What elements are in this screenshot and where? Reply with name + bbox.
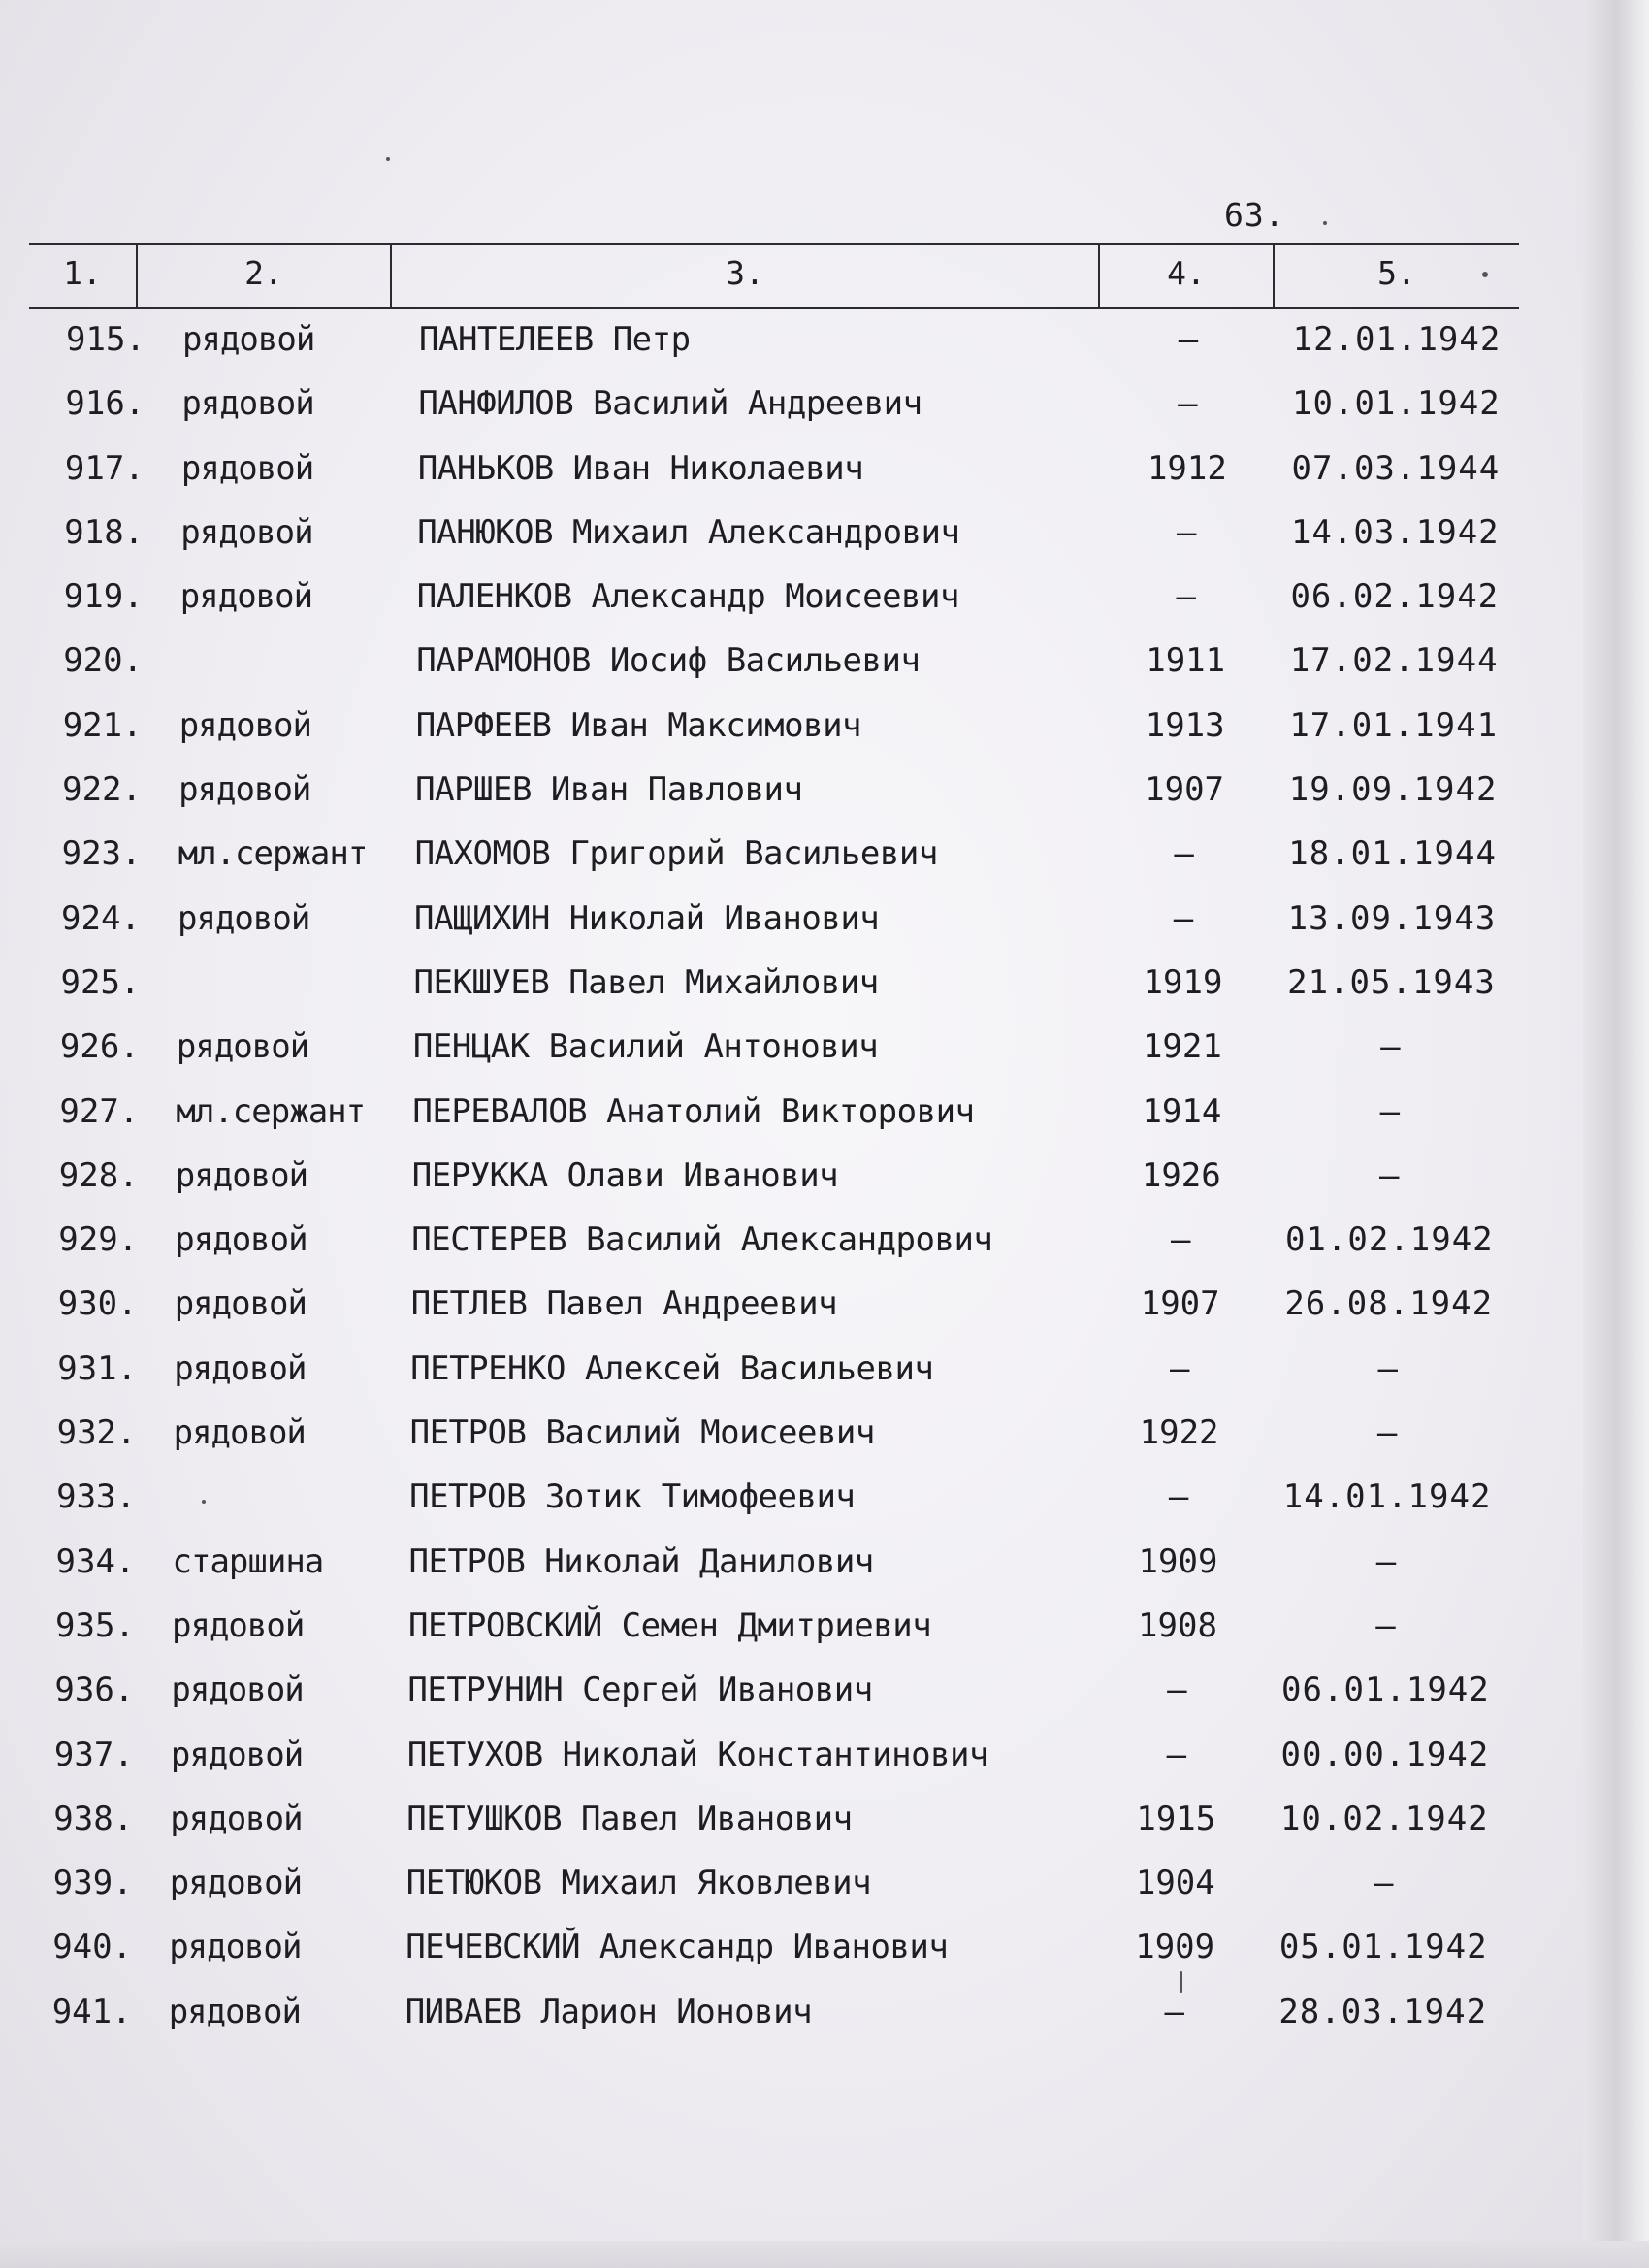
table-row: [0, 382, 1648, 446]
entry-date: 13.09.1943: [1287, 898, 1497, 938]
entry-date: 07.03.1944: [1291, 448, 1501, 488]
entry-birth-year: 1919: [1143, 962, 1223, 1002]
entry-birth-year: –: [1173, 898, 1194, 938]
table-row: [0, 832, 1645, 896]
entry-name: ПАРШЕВ Иван Павлович: [415, 770, 803, 810]
entry-name: ПЕКШУЕВ Павел Михайлович: [413, 962, 879, 1002]
entry-date: –: [1379, 1155, 1401, 1195]
entry-rank: рядовой: [175, 1220, 307, 1260]
entry-birth-year: 1909: [1138, 1541, 1218, 1581]
entry-name: ПЕТУХОВ Николай Константинович: [406, 1734, 988, 1774]
entry-number: 936.: [54, 1670, 135, 1710]
table-row: [0, 1218, 1641, 1282]
entry-rank: рядовой: [173, 1413, 306, 1453]
entry-date: 14.03.1942: [1290, 512, 1500, 552]
entry-rank: рядовой: [169, 1863, 303, 1903]
table-header-rule: [29, 307, 1519, 309]
entry-rank: рядовой: [181, 384, 314, 424]
table-row: [0, 318, 1649, 382]
entry-number: 934.: [55, 1541, 136, 1581]
entry-birth-year: 1908: [1138, 1605, 1217, 1645]
entry-name: ПАРАМОНОВ Иосиф Васильевич: [416, 641, 921, 681]
table-row: [0, 447, 1648, 511]
table-row: [0, 1733, 1637, 1798]
entry-rank: рядовой: [178, 705, 311, 745]
entry-birth-year: 1915: [1136, 1798, 1216, 1838]
entry-date: 17.01.1941: [1289, 705, 1499, 745]
entry-number: 929.: [58, 1220, 139, 1260]
entry-date: 17.02.1944: [1289, 641, 1499, 681]
page-number: 63.: [1224, 196, 1285, 234]
entry-name: ПАНФИЛОВ Василий Андреевич: [418, 384, 922, 424]
entry-date: 06.02.1942: [1290, 577, 1500, 617]
scan-speck: [202, 1500, 206, 1504]
entry-number: 922.: [62, 770, 142, 810]
entry-number: 918.: [64, 512, 145, 552]
entry-birth-year: 1913: [1145, 705, 1225, 745]
table-row: [0, 1862, 1636, 1926]
entry-date: 10.02.1942: [1279, 1798, 1489, 1838]
entry-number: 940.: [52, 1928, 133, 1967]
entry-number: 941.: [51, 1992, 132, 2031]
entry-birth-year: –: [1178, 384, 1198, 424]
entry-birth-year: –: [1171, 1220, 1191, 1260]
entry-number: 925.: [60, 962, 141, 1002]
entry-birth-year: 1904: [1135, 1863, 1215, 1903]
entry-birth-year: 1926: [1141, 1155, 1221, 1195]
entry-date: 12.01.1942: [1292, 320, 1502, 359]
entry-rank: рядовой: [180, 512, 313, 552]
entry-name: ПЕТРОВСКИЙ Семен Дмитриевич: [408, 1605, 932, 1645]
entry-number: 931.: [57, 1348, 138, 1388]
entry-date: 26.08.1942: [1284, 1284, 1494, 1324]
table-row: [0, 1154, 1642, 1218]
entry-date: –: [1375, 1605, 1397, 1645]
column-header-4: 4.: [1167, 254, 1206, 292]
entry-birth-year: 1912: [1147, 448, 1227, 488]
table-row: [0, 1669, 1637, 1733]
entry-number: 923.: [61, 834, 142, 874]
table-row: [0, 1282, 1641, 1346]
entry-rank: рядовой: [169, 1928, 302, 1967]
table-row: [0, 1025, 1643, 1089]
entry-rank: рядовой: [168, 1992, 301, 2031]
entry-number: 921.: [62, 705, 143, 745]
entry-birth-year: 1909: [1135, 1928, 1215, 1967]
entry-rank: рядовой: [170, 1798, 303, 1838]
entry-rank: рядовой: [174, 1284, 307, 1324]
entry-birth-year: –: [1176, 577, 1197, 617]
entry-birth-year: 1921: [1142, 1027, 1222, 1067]
entry-name: ПЕНЦАК Василий Антонович: [412, 1027, 879, 1067]
column-header-3: 3.: [726, 254, 764, 292]
entry-rank: рядовой: [172, 1605, 305, 1645]
entry-name: ПАНЬКОВ Иван Николаевич: [417, 448, 864, 488]
table-row: [0, 1475, 1639, 1539]
entry-name: ПАХОМОВ Григорий Васильевич: [414, 834, 938, 874]
entry-name: ПЕТУШКОВ Павел Иванович: [406, 1798, 853, 1838]
entry-birth-year: 1907: [1140, 1284, 1220, 1324]
entry-birth-year: 1914: [1142, 1091, 1222, 1131]
scan-speck: [1482, 272, 1488, 277]
scan-edge-bottom: [0, 2241, 1649, 2268]
table-top-rule: [29, 243, 1519, 245]
entry-rank: рядовой: [174, 1348, 307, 1388]
entry-rank: старшина: [172, 1541, 324, 1581]
entry-rank: рядовой: [170, 1734, 304, 1774]
entry-rank: мл.сержант: [176, 1091, 366, 1131]
entry-name: ПИВАЕВ Ларион Ионович: [404, 1992, 813, 2031]
table-row: [0, 1926, 1635, 1990]
entry-date: 14.01.1942: [1282, 1477, 1492, 1517]
entry-number: 939.: [52, 1863, 133, 1903]
entry-name: ПЕТРОВ Василий Моисеевич: [409, 1413, 875, 1453]
entry-birth-year: 1907: [1145, 770, 1225, 810]
table-row: [0, 897, 1644, 961]
entry-rank: рядовой: [171, 1670, 304, 1710]
entry-number: 938.: [53, 1798, 134, 1838]
entry-name: ПЕТРОВ Николай Данилович: [408, 1541, 874, 1581]
entry-date: –: [1375, 1541, 1398, 1581]
entry-rank: рядовой: [180, 448, 314, 488]
entry-birth-year: –: [1177, 512, 1197, 552]
entry-name: ПЕЧЕВСКИЙ Александр Иванович: [405, 1928, 949, 1967]
entry-number: 915.: [66, 320, 146, 359]
entry-rank: рядовой: [182, 320, 315, 359]
entry-birth-year: –: [1167, 1670, 1187, 1710]
table-body: [0, 318, 1649, 2055]
entry-date: 21.05.1943: [1287, 962, 1496, 1002]
entry-date: 10.01.1942: [1292, 384, 1501, 424]
entry-birth-year: 1922: [1139, 1413, 1219, 1453]
entry-name: ПАЛЕНКОВ Александр Моисеевич: [416, 577, 959, 617]
entry-date: –: [1377, 1348, 1399, 1388]
entry-rank: рядовой: [178, 770, 311, 810]
entry-name: ПЕСТЕРЕВ Василий Александрович: [411, 1220, 993, 1260]
table-row: [0, 1090, 1642, 1154]
entry-birth-year: –: [1166, 1734, 1187, 1774]
entry-date: –: [1376, 1413, 1399, 1453]
entry-number: 937.: [53, 1734, 134, 1774]
table-row: [0, 704, 1646, 768]
entry-rank: мл.сержант: [178, 834, 368, 874]
table-row: [0, 575, 1647, 639]
table-row: [0, 1798, 1636, 1862]
entry-number: 933.: [56, 1477, 136, 1517]
entry-date: –: [1379, 1091, 1402, 1131]
entry-rank: рядовой: [176, 1027, 309, 1067]
table-row: [0, 1540, 1639, 1604]
entry-birth-year: –: [1164, 1992, 1184, 2031]
entry-date: 28.03.1942: [1278, 1992, 1488, 2031]
entry-birth-year: –: [1169, 1348, 1190, 1388]
column-header-1: 1.: [63, 254, 102, 292]
entry-number: 920.: [63, 641, 144, 681]
column-header-5: 5.: [1377, 254, 1416, 292]
entry-birth-year: 1911: [1146, 641, 1226, 681]
table-row: [0, 511, 1647, 575]
entry-number: 932.: [56, 1413, 137, 1453]
entry-name: ПАЩИХИН Николай Иванович: [414, 898, 880, 938]
entry-number: 917.: [64, 448, 145, 488]
entry-date: –: [1374, 1863, 1395, 1903]
entry-number: 916.: [65, 384, 146, 424]
entry-birth-year: –: [1168, 1477, 1189, 1517]
entry-name: ПАНЮКОВ Михаил Александрович: [417, 512, 960, 552]
entry-number: 927.: [59, 1091, 140, 1131]
entry-date: 05.01.1942: [1278, 1928, 1488, 1967]
entry-name: ПЕТЮКОВ Михаил Яковлевич: [405, 1863, 872, 1903]
table-row: [0, 1991, 1635, 2055]
column-header-2: 2.: [244, 254, 283, 292]
scan-speck: [1323, 221, 1327, 225]
table-row: [0, 768, 1645, 832]
entry-date: 00.00.1942: [1280, 1734, 1490, 1774]
entry-number: 924.: [61, 898, 141, 938]
entry-number: 935.: [55, 1605, 135, 1645]
entry-date: 01.02.1942: [1284, 1220, 1494, 1260]
entry-date: 18.01.1944: [1288, 834, 1497, 874]
table-row: [0, 1604, 1638, 1669]
entry-name: ПЕТРУНИН Сергей Иванович: [407, 1670, 873, 1710]
entry-name: ПЕРУККА Олави Иванович: [411, 1155, 839, 1195]
entry-name: ПАРФЕЕВ Иван Максимович: [415, 705, 862, 745]
entry-date: 19.09.1942: [1288, 770, 1498, 810]
table-row: [0, 1347, 1640, 1411]
scan-speck: [386, 157, 390, 161]
entry-date: –: [1380, 1027, 1402, 1067]
entry-name: ПЕТЛЕВ Павел Андреевич: [410, 1284, 838, 1324]
entry-name: ПЕТРОВ Зотик Тимофеевич: [409, 1477, 856, 1517]
table-row: [0, 961, 1644, 1025]
entry-number: 928.: [58, 1155, 139, 1195]
entry-number: 930.: [57, 1284, 138, 1324]
entry-rank: рядовой: [179, 577, 313, 617]
scan-mark: [1180, 1971, 1182, 1993]
entry-number: 919.: [63, 577, 144, 617]
entry-name: ПАНТЕЛЕЕВ Петр: [419, 320, 691, 359]
table-row: [0, 639, 1646, 703]
entry-rank: рядовой: [178, 898, 310, 938]
entry-birth-year: –: [1174, 834, 1194, 874]
entry-number: 926.: [59, 1027, 140, 1067]
entry-name: ПЕТРЕНКО Алексей Васильевич: [410, 1348, 934, 1388]
table-row: [0, 1411, 1640, 1475]
entry-rank: рядовой: [175, 1155, 308, 1195]
entry-date: 06.01.1942: [1281, 1670, 1490, 1710]
entry-name: ПЕРЕВАЛОВ Анатолий Викторович: [412, 1091, 975, 1131]
entry-birth-year: –: [1178, 320, 1199, 359]
